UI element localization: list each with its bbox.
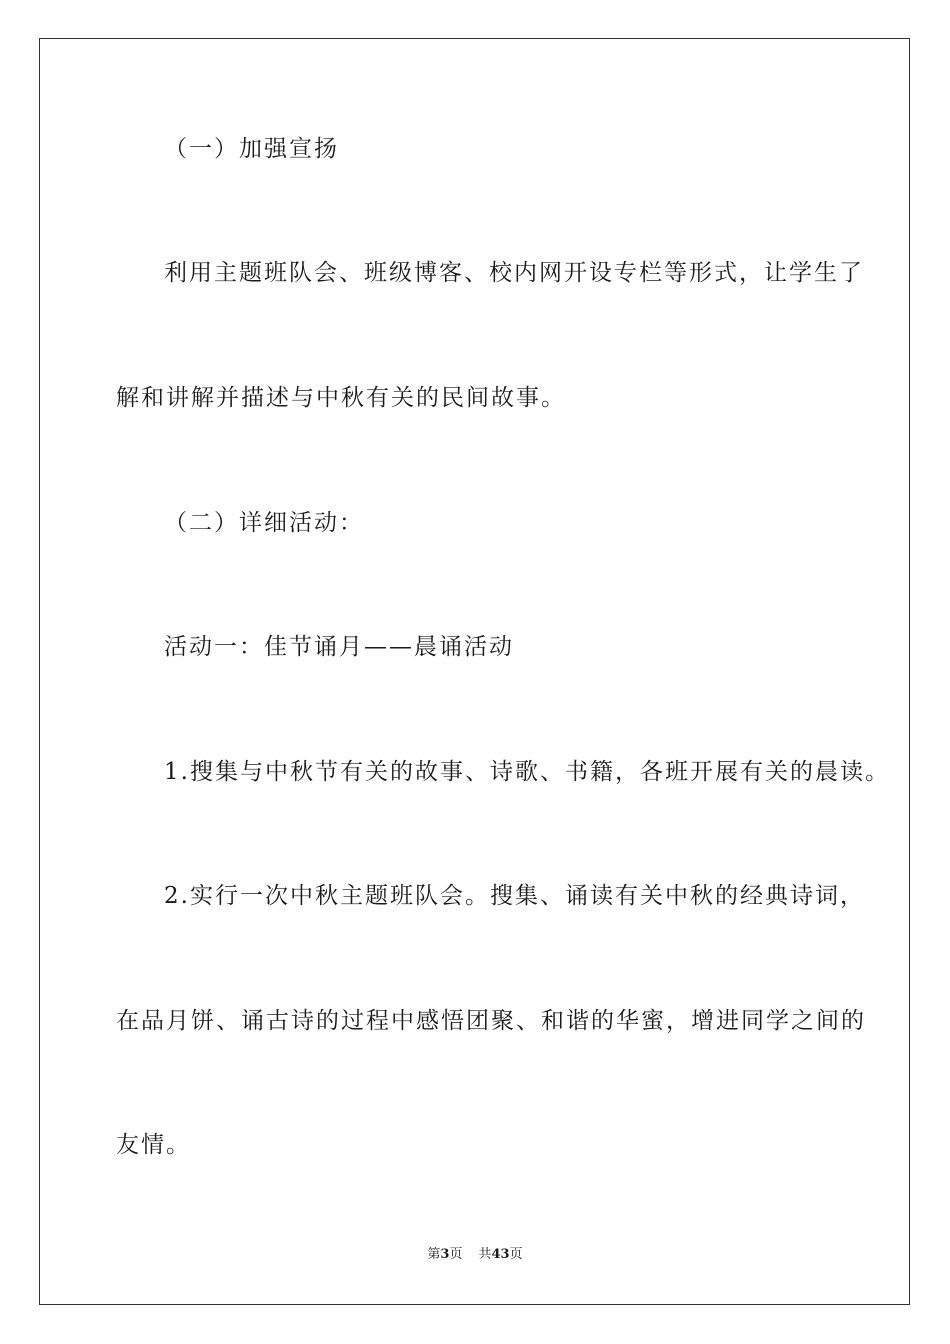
paragraph-line: 友情。 xyxy=(116,1132,191,1158)
paragraph-line: 利用主题班队会、班级博客、校内网开设专栏等形式，让学生了 xyxy=(164,260,864,286)
page-footer xyxy=(0,1246,950,1264)
paragraph-line: 解和讲解并描述与中秋有关的民间故事。 xyxy=(116,385,566,411)
page-prefix: 第 xyxy=(427,1247,441,1262)
total-prefix: 共 xyxy=(478,1247,492,1262)
section-heading-publicity: （一）加强宣扬 xyxy=(164,136,339,162)
list-item: 1.搜集与中秋节有关的故事、诗歌、书籍，各班开展有关的晨读。 xyxy=(164,759,890,785)
list-item: 2.实行一次中秋主题班队会。搜集、诵读有关中秋的经典诗词， xyxy=(164,883,865,909)
paragraph-line: 在品月饼、诵古诗的过程中感悟团聚、和谐的华蜜，增进同学之间的 xyxy=(116,1008,866,1034)
activity-title: 活动一：佳节诵月——晨诵活动 xyxy=(164,634,514,660)
page-suffix: 页 xyxy=(449,1247,463,1262)
total-pages: 43 xyxy=(491,1247,510,1262)
page-number: 3 xyxy=(440,1247,450,1262)
section-heading-activities: （二）详细活动： xyxy=(164,510,364,536)
page-frame xyxy=(39,38,910,1305)
total-suffix: 页 xyxy=(509,1247,523,1262)
